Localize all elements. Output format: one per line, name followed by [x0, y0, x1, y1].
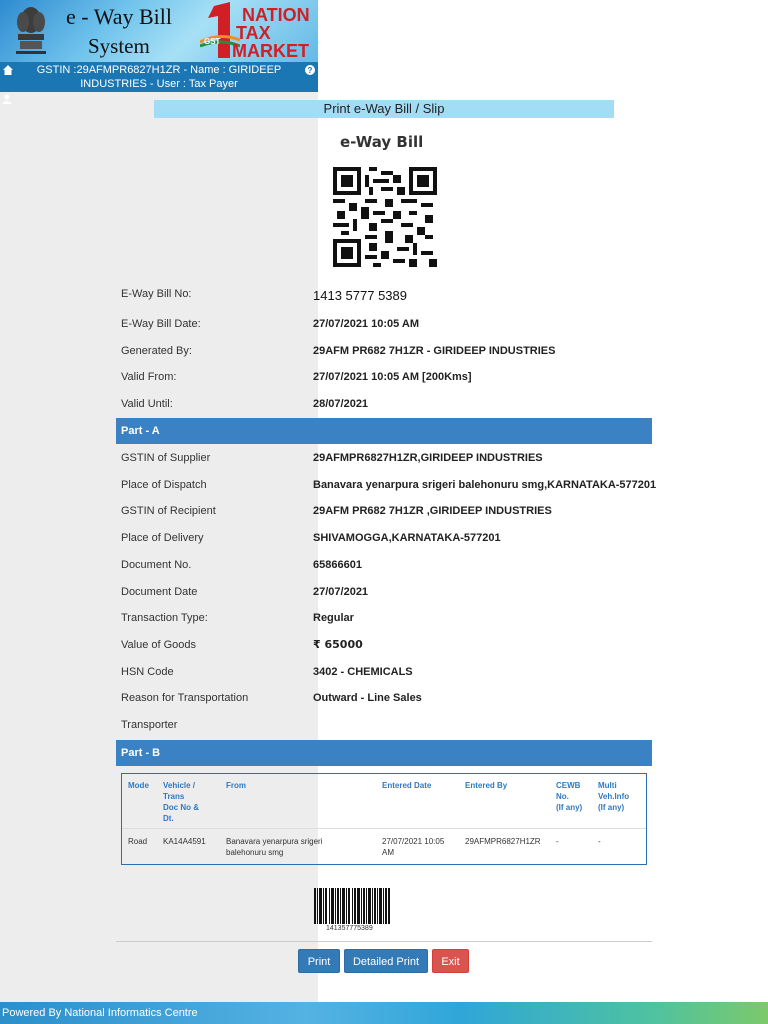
detailed-print-button[interactable]: Detailed Print [344, 949, 428, 973]
document-date-value: 27/07/2021 [313, 586, 369, 598]
reason-transport-value: Outward - Line Sales [313, 692, 422, 704]
table-divider [122, 828, 646, 829]
col-from: From [226, 781, 246, 790]
gstin-recipient-label: GSTIN of Recipient [121, 505, 216, 517]
print-page-title: Print e-Way Bill / Slip [154, 100, 614, 118]
cell-cewb: - [556, 837, 559, 846]
col-vehicle-l2: Trans [163, 792, 185, 801]
col-multi-l1: Multi [598, 781, 617, 790]
cell-date-l1: 27/07/2021 10:05 [382, 837, 445, 846]
valid-until-label: Valid Until: [121, 398, 173, 410]
col-entered-date: Entered Date [382, 781, 432, 790]
value-goods-value: ₹ 65000 [313, 638, 363, 651]
place-dispatch-label: Place of Dispatch [121, 479, 207, 491]
col-cewb-l1: CEWB [556, 781, 581, 790]
cell-entered-by: 29AFMPR6827H1ZR [465, 837, 541, 846]
col-vehicle [163, 780, 199, 824]
cell-vehicle: KA14A4591 [163, 837, 206, 846]
col-multi-l2: Veh.Info [598, 792, 630, 801]
reason-transport-label: Reason for Transportation [121, 692, 249, 704]
print-button[interactable]: Print [298, 949, 340, 973]
transporter-label: Transporter [121, 719, 178, 731]
col-vehicle-l1: Vehicle / [163, 781, 196, 790]
user-info-bar [0, 62, 318, 92]
gstin-supplier-value: 29AFMPR6827H1ZR,GIRIDEEP INDUSTRIES [313, 452, 543, 464]
home-icon[interactable] [3, 65, 13, 75]
user-icon[interactable] [2, 94, 12, 104]
col-multi-l3: (If any) [598, 803, 625, 812]
part-b-table [121, 773, 647, 865]
nation-tax-market-logo [200, 2, 316, 60]
place-delivery-label: Place of Delivery [121, 532, 204, 544]
document-no-label: Document No. [121, 559, 192, 571]
user-info-line2: INDUSTRIES - User : Tax Payer [80, 78, 238, 90]
app-title-line1: e - Way Bill [66, 4, 172, 29]
col-cewb-l2: No. [556, 792, 569, 801]
user-info-line1: GSTIN :29AFMPR6827H1ZR - Name : GIRIDEEP [36, 64, 282, 76]
barcode-number: 141357775389 [326, 925, 373, 932]
generated-by-value: 29AFM PR682 7H1ZR - GIRIDEEP INDUSTRIES [313, 345, 556, 357]
place-delivery-value: SHIVAMOGGA,KARNATAKA-577201 [313, 532, 501, 544]
transaction-type-label: Transaction Type: [121, 612, 208, 624]
part-b-header: Part - B [116, 740, 652, 766]
valid-from-label: Valid From: [121, 371, 177, 383]
generated-by-label: Generated By: [121, 345, 192, 357]
part-a-header: Part - A [116, 418, 652, 444]
eway-bill-date-value: 27/07/2021 10:05 AM [313, 318, 419, 330]
hsn-code-label: HSN Code [121, 666, 174, 678]
help-icon[interactable] [305, 65, 315, 75]
barcode [312, 888, 392, 924]
value-goods-label: Value of Goods [121, 639, 197, 651]
col-vehicle-l4: Dt. [163, 814, 174, 823]
cell-from-l2: balehonuru smg [226, 848, 284, 857]
exit-button[interactable]: Exit [432, 949, 469, 973]
eway-bill-no-label: E-Way Bill No: [121, 288, 192, 300]
transaction-type-value: Regular [313, 612, 354, 624]
valid-until-value: 28/07/2021 [313, 398, 369, 410]
hsn-code-value: 3402 - CHEMICALS [313, 666, 413, 678]
cell-mode: Road [128, 837, 148, 846]
brand-tax: TAX [236, 23, 271, 43]
document-no-value: 65866601 [313, 559, 362, 571]
cell-entered-date [382, 836, 444, 858]
app-header [0, 0, 318, 62]
col-multi-veh [598, 780, 629, 813]
document-date-label: Document Date [121, 586, 198, 598]
gst-label: GST [204, 37, 221, 46]
svg-text:?: ? [307, 66, 313, 75]
brand-nation: NATION [242, 5, 310, 25]
brand-market: MARKET [232, 41, 309, 61]
footer-bar: Powered By National Informatics Centre [0, 1002, 768, 1024]
cell-from-l1: Banavara yenarpura srigeri [226, 837, 323, 846]
col-cewb [556, 780, 582, 813]
valid-from-value: 27/07/2021 10:05 AM [200Kms] [313, 371, 472, 383]
national-emblem-icon [10, 4, 52, 56]
eway-bill-no-value: 1413 5777 5389 [313, 288, 407, 303]
gstin-recipient-value: 29AFM PR682 7H1ZR ,GIRIDEEP INDUSTRIES [313, 505, 552, 517]
eway-bill-heading: e-Way Bill [340, 133, 424, 151]
left-panel-background [0, 92, 318, 1002]
eway-bill-date-label: E-Way Bill Date: [121, 318, 201, 330]
gstin-supplier-label: GSTIN of Supplier [121, 452, 211, 464]
cell-date-l2: AM [382, 848, 394, 857]
col-entered-by: Entered By [465, 781, 508, 790]
qr-code [333, 166, 437, 268]
cell-from [226, 836, 323, 858]
app-title-line2: System [88, 34, 150, 58]
col-cewb-l3: (If any) [556, 803, 583, 812]
col-vehicle-l3: Doc No & [163, 803, 199, 812]
divider-line [116, 941, 652, 942]
place-dispatch-value: Banavara yenarpura srigeri balehonuru smg,KARNATAKA-577201 [313, 479, 657, 491]
col-mode: Mode [128, 781, 149, 790]
cell-multi-veh: - [598, 837, 601, 846]
